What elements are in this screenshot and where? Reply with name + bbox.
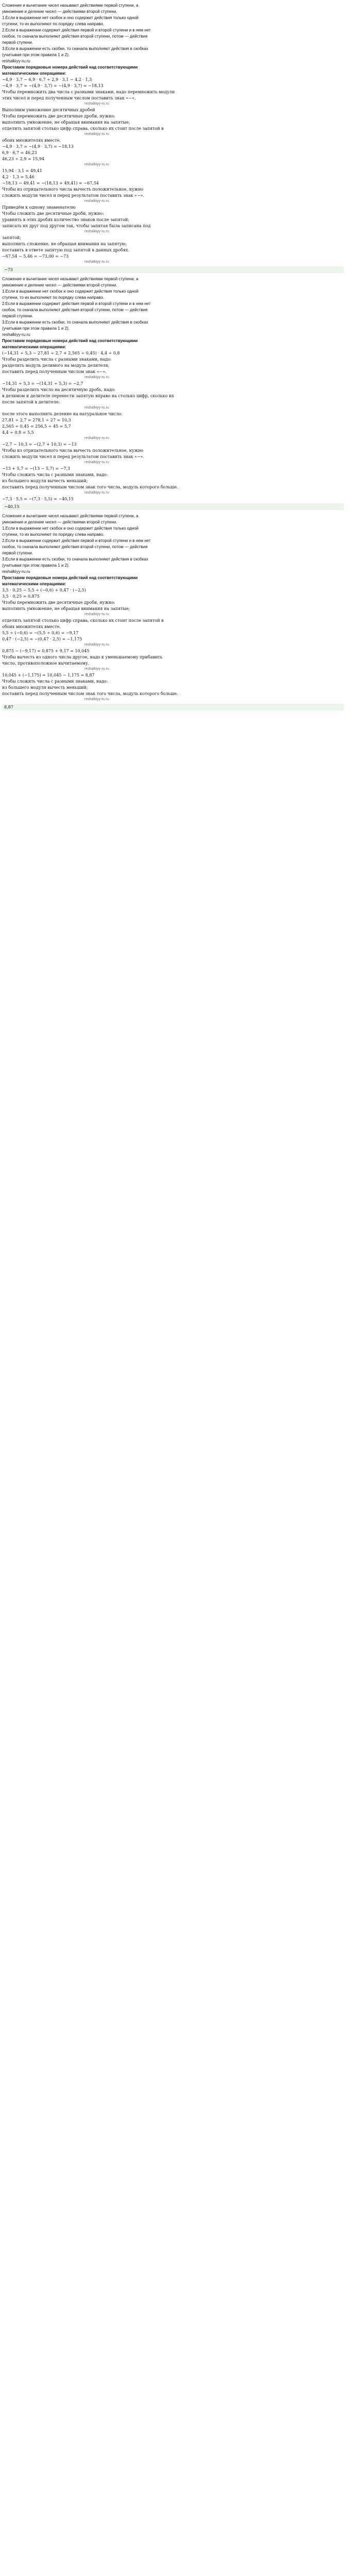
operation-line: Чтобы сложить числа с разными знаками, надо:: [2, 679, 108, 684]
operation-line: −18,13 − 49,41 = −(18,13 + 49,41) = −67,54: [2, 181, 99, 185]
rule-line: 1.Если в выражении нет скобок и оно содержит действия только одной: [2, 289, 138, 294]
step-line: разделить модуль делимого на модуль делителя;: [2, 363, 110, 368]
watermark: reshalkiyy-ru.ru: [84, 491, 109, 495]
rule-line: 1.Если в выражении нет скобок и оно содержит действия только одной: [2, 15, 138, 20]
rule-line: ступени, то их выполняют по порядку слева направо.: [2, 22, 104, 26]
result-value: 8,87: [2, 704, 344, 710]
expression-title: Проставим порядковые номера действий над соответствующими: [2, 575, 138, 580]
rule-line: скобок, то сначала выполняют действия второй ступени, потом — действия: [2, 34, 148, 39]
step-line: 3,5 · 0,25 − 5,5 ÷ (−0,6) + 0,47 · (−2,5): [2, 588, 86, 592]
rule-line: 1.Если в выражении нет скобок и оно содержит действия только одной: [2, 526, 138, 531]
watermark: reshalkiyy-ru.ru: [2, 59, 30, 63]
intro-line: Сложение и вычитание чисел называют действиями первой ступени, а: [2, 277, 138, 281]
rule-line: скобок, то сначала выполняют действия второй ступени, потом — действия: [2, 308, 148, 312]
rule-line: первой ступени.: [2, 40, 33, 45]
operation-line: Чтобы сложить числа с разными знаками, надо:: [2, 472, 108, 477]
step-line: 0,47 · (−2,5) = −(0,47 · 2,5) = −1,175: [2, 637, 82, 641]
step-line: −4,9 · 3,7 − 6,9 · 6,7 ÷ 2,9 · 3,1 − 4,2 · 1,3: [2, 77, 92, 82]
expression-title: Проставим порядковые номера действий над соответствующими: [2, 65, 138, 70]
result-value: −40,15: [2, 503, 344, 510]
step-line: обоих множителях вместе.: [2, 138, 61, 143]
step-line: после запятой в делителе;: [2, 400, 60, 404]
operation-line: 10,045 + (−1,175) = 10,045 − 1,175 = 8,87: [2, 673, 95, 677]
intro-line: умножение и деление чисел — действиями второй ступени.: [2, 520, 117, 524]
rule-line: первой ступени.: [2, 314, 33, 318]
step-line: 5,5 ÷ (−0,6) = −(5,5 ÷ 0,6) = −9,17: [2, 631, 79, 635]
step-line: 15,94 · 3,1 = 49,41: [2, 168, 42, 173]
step-line: −4,9 · 3,7 = −(4,9 · 3,7) = −18,13: [2, 144, 74, 149]
operation-line: из большего модуля вычесть меньший;: [2, 479, 88, 483]
solution-section: [2, 3, 344, 273]
step-line: после этого выполнить деление на натуральное число.: [2, 412, 122, 416]
operation-line: число, противоположное вычитаемому.: [2, 661, 90, 666]
watermark: reshalkiyy-ru.ru: [84, 102, 109, 106]
intro-line: Сложение и вычитание чисел называют действиями первой ступени, а: [2, 3, 138, 8]
step-line: Чтобы перемножить две десятичные дроби, нужно:: [2, 114, 115, 118]
intro-line: умножение и деление чисел — действиями второй ступени.: [2, 283, 117, 287]
watermark: reshalkiyy-ru.ru: [84, 406, 109, 410]
step-line: Выполним умножение десятичных дробей: [2, 108, 95, 112]
step-line: 2,565 ÷ 0,45 = 256,5 ÷ 45 = 5,7: [2, 424, 71, 429]
step-line: 4,4 ÷ 0,8 = 5,5: [2, 430, 34, 435]
step-line: выполнить умножение, не обращая внимания на запятые;: [2, 606, 130, 611]
step-line: 4,2 · 1,3 = 5,46: [2, 175, 34, 179]
rule-line: ступени, то их выполняют по порядку слева направо.: [2, 532, 104, 537]
step-line: 27,81 ÷ 2,7 = 278,1 ÷ 27 = 10,3: [2, 418, 71, 422]
operation-line: выполнить сложение, не обращая внимания на запятую;: [2, 242, 127, 246]
sections-container: [2, 3, 344, 2576]
rule-line: (учитывая при этом правила 1 и 2).: [2, 563, 69, 568]
rule-line: 2.Если в выражении содержит действия первой и второй ступени и в нем нет: [2, 538, 151, 543]
watermark: reshalkiyy-ru.ru: [84, 613, 109, 616]
operation-line: 0,875 − (−9,17) = 0,875 + 9,17 = 10,045: [2, 649, 90, 653]
step-line: −4,9 · 3,7 = −(4,9 · 3,7) = −(4,9 · 3,7) = −18,13: [2, 83, 103, 88]
step-line: Чтобы разделить числа с разными знаками, надо:: [2, 357, 112, 362]
watermark: reshalkiyy-ru.ru: [84, 436, 109, 440]
step-line: (−14,31 ÷ 5,3 − 27,81 ÷ 2,7 + 2,565 ÷ 0,45) · 4,4 ÷ 0,8: [2, 351, 120, 355]
operation-line: −13 + 5,7 = −(13 − 5,7) = −7,3: [2, 466, 71, 471]
watermark: reshalkiyy-ru.ru: [84, 461, 109, 464]
watermark: reshalkiyy-ru.ru: [84, 698, 109, 701]
operation-line: −67,54 − 5,46 = −73,00 = −73: [2, 254, 69, 259]
step-line: обоих множителях вместе.: [2, 624, 61, 629]
watermark: reshalkiyy-ru.ru: [84, 230, 109, 233]
step-line: этих чисел и перед полученным числом поставить знак «−».: [2, 96, 136, 100]
operation-line: Приведём к одному знаменателю: [2, 205, 76, 210]
operation-line: из большего модуля вычесть меньший;: [2, 685, 88, 690]
operation-line: −7,3 · 5,5 = −(7,3 · 5,5) = −40,15: [2, 497, 74, 501]
rule-line: (учитывая при этом правила 1 и 2).: [2, 53, 69, 57]
operation-line: Чтобы вычесть из одного числа другое, надо к уменьшаемому прибавить: [2, 655, 163, 659]
operation-line: записать их друг под другом так, чтобы запятая была записана под: [2, 224, 151, 228]
watermark: reshalkiyy-ru.ru: [84, 260, 109, 264]
rule-line: (учитывая при этом правила 1 и 2).: [2, 326, 69, 331]
operation-line: −2,7 − 10,3 = −(2,7 + 10,3) = −13: [2, 442, 77, 447]
operation-line: Чтобы из отрицательного числа вычесть положительное, нужно: [2, 448, 144, 453]
step-line: поставить перед полученным числом знак «−».: [2, 369, 107, 374]
expression-title-2: математическими операциями:: [2, 71, 66, 76]
solution-section: [2, 276, 344, 510]
operation-line: поставить перед полученным числом знак того числа, модуль которого больше.: [2, 691, 178, 696]
step-line: 3,5 · 0,25 = 0,875: [2, 594, 40, 599]
step-line: в делимом и делителе перенести запятую вправо на столько цифр, сколько их: [2, 394, 174, 398]
page-spacer: [2, 714, 344, 2576]
intro-line: умножение и деление чисел — действиями второй ступени.: [2, 9, 117, 14]
watermark: reshalkiyy-ru.ru: [84, 163, 109, 166]
operation-line: сложить модули чисел и перед результатом поставить знак «−».: [2, 193, 145, 198]
step-line: отделить запятой столько цифр справа, сколько их стоит после запятой в: [2, 126, 164, 131]
watermark: reshalkiyy-ru.ru: [2, 332, 30, 337]
intro-line: Сложение и вычитание чисел называют действиями первой ступени, а: [2, 514, 138, 518]
step-line: 6,9 · 6,7 = 46,23: [2, 150, 37, 155]
watermark: reshalkiyy-ru.ru: [84, 199, 109, 203]
watermark: reshalkiyy-ru.ru: [84, 643, 109, 647]
rule-line: 3.Если в выражении есть скобки, то сначала выполняют действия в скобках: [2, 46, 148, 51]
operation-line: Чтобы сложить две десятичные дроби, нужно:: [2, 211, 104, 216]
rule-line: 3.Если в выражении есть скобки, то сначала выполняют действия в скобках: [2, 320, 148, 325]
rule-line: 2.Если в выражении содержит действия первой и второй ступени и в нем нет: [2, 28, 151, 32]
expression-title-2: математическими операциями:: [2, 345, 66, 349]
step-line: Чтобы перемножить два числа с разными знаками, надо перемножить модули: [2, 90, 175, 94]
step-line: Чтобы перемножить две десятичные дроби, нужно:: [2, 600, 115, 605]
rule-line: ступени, то их выполняют по порядку слева направо.: [2, 295, 104, 300]
operation-line: запятой;: [2, 235, 21, 240]
operation-line: сложить модули чисел и перед результатом поставить знак «−».: [2, 454, 145, 459]
watermark: reshalkiyy-ru.ru: [2, 569, 30, 574]
watermark: reshalkiyy-ru.ru: [84, 376, 109, 379]
operation-line: поставить перед полученным числом знак того числа, модуль которого больше.: [2, 485, 178, 489]
step-line: Чтобы разделить число на десятичную дробь, надо:: [2, 387, 116, 392]
rule-line: скобок, то сначала выполняют действия второй ступени, потом — действия: [2, 545, 148, 549]
rule-line: первой ступени.: [2, 551, 33, 555]
rule-line: 2.Если в выражении содержит действия первой и второй ступени и в нем нет: [2, 301, 151, 306]
step-line: −14,31 ÷ 5,3 = −(14,31 ÷ 5,3) = −2,7: [2, 381, 83, 386]
expression-title: Проставим порядковые номера действий над соответствующими: [2, 338, 138, 343]
operation-line: поставить в ответе запятую под запятой в данных дробях.: [2, 248, 130, 252]
step-line: выполнить умножение, не обращая внимания на запятые;: [2, 120, 130, 125]
step-line: отделить запятой столько цифр справа, сколько их стоит после запятой в: [2, 618, 164, 623]
operation-line: уравнять в этих дробях количество знаков после запятой;: [2, 217, 130, 222]
result-value: −73: [2, 266, 344, 273]
expression-title-2: математическими операциями:: [2, 582, 66, 586]
watermark: reshalkiyy-ru.ru: [84, 132, 109, 136]
rule-line: 3.Если в выражении есть скобки, то сначала выполняют действия в скобках: [2, 557, 148, 562]
operation-line: Чтобы из отрицательного числа вычесть положительное, нужно: [2, 187, 144, 192]
watermark: reshalkiyy-ru.ru: [84, 667, 109, 671]
solution-section: [2, 513, 344, 710]
step-line: 46,23 ÷ 2,9 = 15,94: [2, 157, 45, 161]
